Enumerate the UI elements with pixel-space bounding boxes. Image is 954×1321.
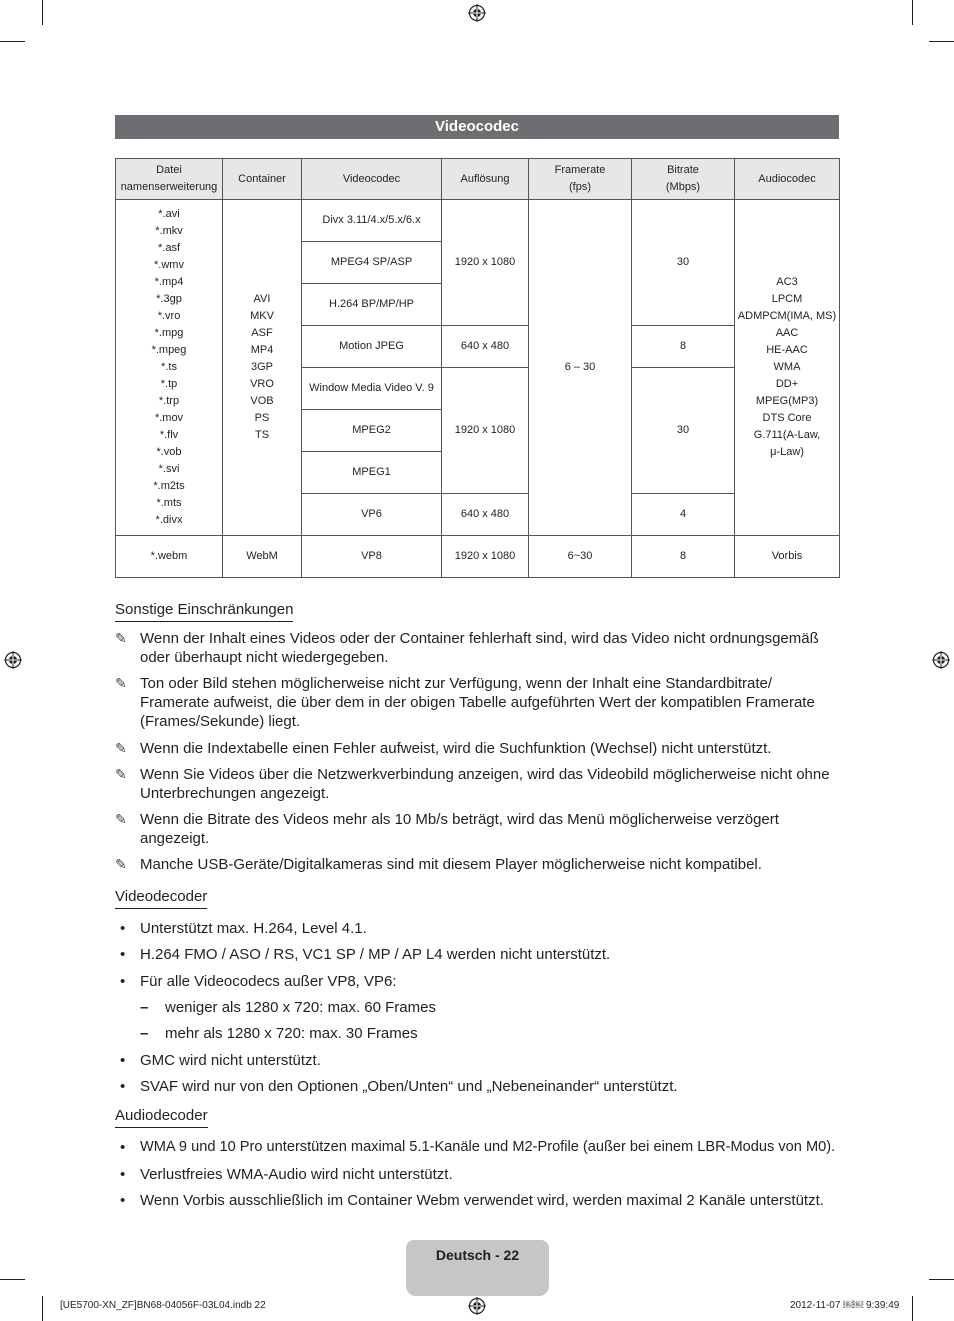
list-item: GMC wird nicht unterstützt.: [140, 1052, 321, 1069]
table-header: Videocodec: [302, 159, 442, 200]
codec-cell: MPEG2: [302, 410, 442, 452]
extensions-cell: *.avi *.mkv *.asf *.wmv *.mp4 *.3gp *.vro *.mpg *.mpeg *.ts *.tp *.trp *.mov *.flv *.vob *.svi *.m2ts *.mts *.divx: [116, 200, 223, 536]
note-icon: ✎: [115, 766, 127, 782]
resolution-cell: 1920 x 1080: [442, 200, 529, 326]
codec-cell: Window Media Video V. 9: [302, 368, 442, 410]
audiocodec-cell: AC3 LPCM ADMPCM(IMA, MS) AAC HE-AAC WMA DD+ MPEG(MP3) DTS Core G.711(A-Law, μ-Law): [735, 200, 840, 536]
bitrate-cell: 4: [632, 494, 735, 536]
crop-mark: [912, 0, 913, 25]
codec-cell: H.264 BP/MP/HP: [302, 284, 442, 326]
table-header: Auflösung: [442, 159, 529, 200]
codec-cell: VP8: [302, 536, 442, 578]
codec-table: [115, 158, 840, 578]
note-text: Wenn der Inhalt eines Videos oder der Container fehlerhaft sind, wird das Video nicht ordnungsgemäß oder überhaupt nicht wiedergegeben.: [140, 630, 819, 666]
bullet-icon: •: [120, 920, 126, 937]
list-item: Für alle Videocodecs außer VP8, VP6:: [140, 973, 397, 990]
table-row: [116, 536, 840, 578]
audiocodec-cell: Vorbis: [735, 536, 840, 578]
bullet-icon: •: [120, 1192, 126, 1209]
codec-cell: VP6: [302, 494, 442, 536]
codec-cell: MPEG4 SP/ASP: [302, 242, 442, 284]
list-item: Unterstützt max. H.264, Level 4.1.: [140, 920, 367, 937]
bullet-icon: •: [120, 1052, 126, 1069]
note-text: Wenn Sie Videos über die Netzwerkverbindung anzeigen, wird das Videobild möglicherweise nicht ohne Unterbrechungen angezeigt.: [140, 766, 830, 802]
crop-mark: [929, 1279, 954, 1280]
crop-mark: [42, 0, 43, 25]
registration-mark-icon: [932, 651, 950, 669]
extensions-cell: *.webm: [116, 536, 223, 578]
bitrate-cell: 30: [632, 200, 735, 326]
bitrate-cell: 8: [632, 326, 735, 368]
crop-mark: [929, 41, 954, 42]
bitrate-cell: 8: [632, 536, 735, 578]
framerate-cell: 6 – 30: [529, 200, 632, 536]
resolution-cell: 1920 x 1080: [442, 536, 529, 578]
table-header: Container: [223, 159, 302, 200]
section-title: Videocodec: [115, 115, 839, 139]
list-item: Verlustfreies WMA-Audio wird nicht unterstützt.: [140, 1166, 453, 1183]
table-header: Datei namenserweiterung: [116, 159, 223, 200]
table-row: [116, 200, 840, 242]
registration-mark-icon: [4, 651, 22, 669]
list-item: WMA 9 und 10 Pro unterstützen maximal 5.1-Kanäle und M2-Profile (außer bei einem LBR-Modus von M0).: [140, 1139, 836, 1155]
registration-mark-icon: [468, 4, 486, 22]
note-icon: ✎: [115, 811, 127, 827]
framerate-cell: 6~30: [529, 536, 632, 578]
footer-timestamp: 2012-11-07 ￼￼ 9:39:49: [790, 1300, 900, 1311]
bullet-icon: •: [120, 1166, 126, 1183]
note-text: Ton oder Bild stehen möglicherweise nicht zur Verfügung, wenn der Inhalt eine Standardbitrate/ Framerate aufweist, die über dem in der obigen Tabelle aufgeführten Wert der kompatiblen Framerate (Frames/Sekunde) liegt.: [140, 675, 815, 730]
resolution-cell: 1920 x 1080: [442, 368, 529, 494]
crop-mark: [0, 41, 25, 42]
note-icon: ✎: [115, 740, 127, 756]
table-header: Framerate (fps): [529, 159, 632, 200]
bullet-icon: •: [120, 1139, 126, 1156]
resolution-cell: 640 x 480: [442, 326, 529, 368]
codec-cell: MPEG1: [302, 452, 442, 494]
audiodecoder-heading: Audiodecoder: [115, 1107, 208, 1128]
note-icon: ✎: [115, 675, 127, 691]
bitrate-cell: 30: [632, 368, 735, 494]
note-icon: ✎: [115, 630, 127, 646]
resolution-cell: 640 x 480: [442, 494, 529, 536]
list-item: SVAF wird nur von den Optionen „Oben/Unten“ und „Nebeneinander“ unterstützt.: [140, 1078, 678, 1095]
crop-mark: [912, 1296, 913, 1321]
note-text: Manche USB-Geräte/Digitalkameras sind mit diesem Player möglicherweise nicht kompatibel.: [140, 856, 762, 873]
table-header-row: [116, 159, 840, 200]
crop-mark: [0, 1279, 25, 1280]
crop-mark: [42, 1296, 43, 1321]
dash-icon: –: [140, 999, 149, 1016]
bullet-icon: •: [120, 1078, 126, 1095]
list-item: H.264 FMO / ASO / RS, VC1 SP / MP / AP L4 werden nicht unterstützt.: [140, 946, 611, 963]
page-number: Deutsch - 22: [406, 1240, 549, 1296]
note-icon: ✎: [115, 856, 127, 872]
bullet-icon: •: [120, 973, 126, 990]
registration-mark-icon: [468, 1297, 486, 1315]
dash-icon: –: [140, 1025, 149, 1042]
table-header: Audiocodec: [735, 159, 840, 200]
videodecoder-heading: Videodecoder: [115, 888, 207, 909]
sub-list-item: weniger als 1280 x 720: max. 60 Frames: [165, 999, 436, 1016]
codec-cell: Motion JPEG: [302, 326, 442, 368]
bullet-icon: •: [120, 946, 126, 963]
list-item: Wenn Vorbis ausschließlich im Container Webm verwendet wird, werden maximal 2 Kanäle unterstützt.: [140, 1192, 824, 1209]
note-text: Wenn die Bitrate des Videos mehr als 10 Mb/s beträgt, wird das Menü möglicherweise verzögert angezeigt.: [140, 811, 779, 847]
table-header: Bitrate (Mbps): [632, 159, 735, 200]
restrictions-heading: Sonstige Einschränkungen: [115, 601, 293, 622]
containers-cell: WebM: [223, 536, 302, 578]
sub-list-item: mehr als 1280 x 720: max. 30 Frames: [165, 1025, 418, 1042]
containers-cell: AVI MKV ASF MP4 3GP VRO VOB PS TS: [223, 200, 302, 536]
note-text: Wenn die Indextabelle einen Fehler aufweist, wird die Suchfunktion (Wechsel) nicht unterstützt.: [140, 740, 772, 757]
footer-file-info: [UE5700-XN_ZF]BN68-04056F-03L04.indb 22: [60, 1300, 266, 1311]
codec-cell: Divx 3.11/4.x/5.x/6.x: [302, 200, 442, 242]
